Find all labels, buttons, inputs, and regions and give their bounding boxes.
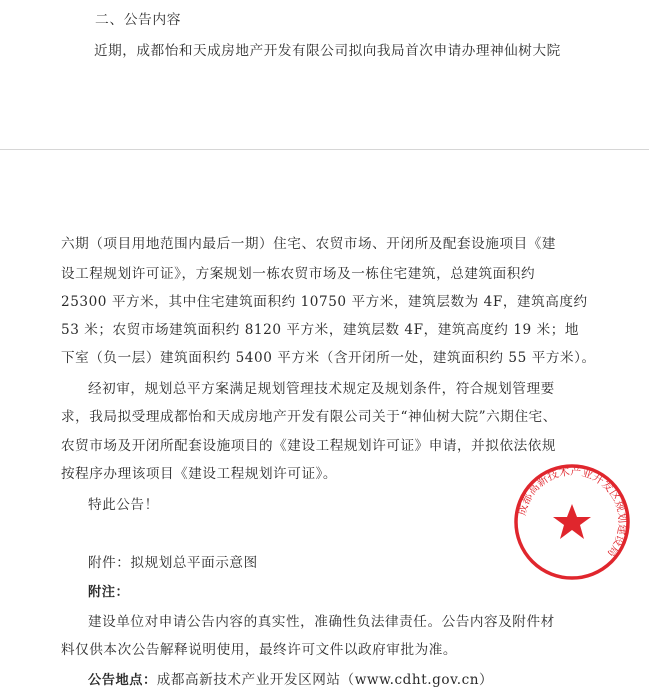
seal-text: 成都高新技术产业开发区规划建设局 [515, 464, 630, 560]
location-line [88, 668, 493, 688]
body-line-5: 下室（负一层）建筑面积约 5400 平方米（含开闭所一处，建筑面积约 55 平方米）。 [61, 350, 596, 366]
page1-line-1: 近期，成都怡和天成房地产开发有限公司拟向我局首次申请办理神仙树大院 [94, 43, 561, 59]
notes-line-2: 料仅供本次公告解释说明使用，最终许可文件以政府审批为准。 [61, 642, 458, 658]
notes-line-1: 建设单位对申请公告内容的真实性，准确性负法律责任。公告内容及附件材 [88, 614, 555, 630]
page-seam-divider [0, 149, 649, 150]
body-line-4: 53 米；农贸市场建筑面积约 8120 平方米，建筑层数 4F，建筑高度约 19 米；地 [61, 322, 580, 338]
review-line-3: 农贸市场及开闭所配套设施项目的《建设工程规划许可证》申请，并拟依法依规 [61, 438, 557, 454]
body-line-3: 25300 平方米，其中住宅建筑面积约 10750 平方米，建筑层数为 4F，建筑高度约 [61, 294, 588, 310]
review-line-4: 按程序办理该项目《建设工程规划许可证》。 [61, 466, 338, 482]
notes-heading: 附注： [88, 585, 130, 600]
body-line-1: 六期（项目用地范围内最后一期）住宅、农贸市场、开闭所及配套设施项目《建 [61, 236, 557, 252]
location-value: 成都高新技术产业开发区网站（www.cdht.gov.cn） [156, 672, 494, 688]
seal-star-icon [553, 504, 591, 539]
official-seal [512, 462, 632, 582]
location-label: 公告地点： [88, 673, 157, 688]
review-line-2: 求，我局拟受理成都怡和天成房地产开发有限公司关于“神仙树大院”六期住宅、 [61, 409, 557, 425]
closing-line: 特此公告！ [88, 497, 159, 513]
review-line-1: 经初审，规划总平方案满足规划管理技术规定及规划条件，符合规划管理要 [88, 381, 555, 397]
section-heading: 二、公告内容 [95, 12, 182, 28]
attachment-line: 附件：拟规划总平面示意图 [88, 555, 258, 571]
body-line-2: 设工程规划许可证》，方案规划一栋农贸市场及一栋住宅建筑，总建筑面积约 [61, 266, 536, 282]
